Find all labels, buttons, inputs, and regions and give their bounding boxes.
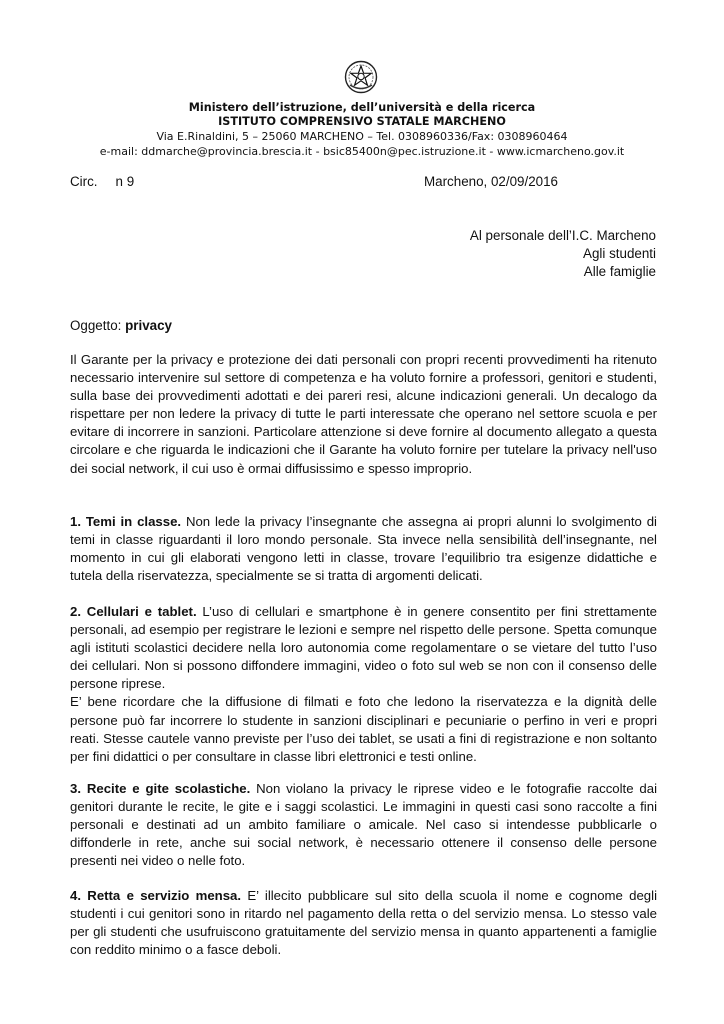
italian-republic-emblem-icon xyxy=(344,60,378,94)
circular-label: Circ. xyxy=(70,174,98,189)
subject-line xyxy=(70,318,172,333)
section-2 xyxy=(70,603,657,766)
circular-number xyxy=(70,174,134,189)
recipient-families: Alle famiglie xyxy=(583,264,656,279)
section-3-title: 3. Recite e gite scolastiche. xyxy=(70,781,251,796)
section-1 xyxy=(70,513,657,585)
section-4-title: 4. Retta e servizio mensa. xyxy=(70,888,242,903)
recipient-students: Agli studenti xyxy=(583,246,656,261)
section-1-title: 1. Temi in classe. xyxy=(70,514,182,529)
section-2-title: 2. Cellulari e tablet. xyxy=(70,604,197,619)
section-3 xyxy=(70,780,657,870)
section-2-text: L’uso di cellulari e smartphone è in genere consentito per fini strettamente personali, ad esempio per registrare le lezioni e sempre nel rispetto delle persone. Spetta comunque agli istituti scolastici decidere nella loro autonomia come regolamentare o se vietare del tutto l’uso dei cellulari. Non si possono diffondere immagini, video o foto sul web se non con il consenso delle persone riprese. xyxy=(70,604,657,692)
intro-paragraph: Il Garante per la privacy e protezione dei dati personali con propri recenti provvedimenti ha ritenuto necessario intervenire sul settore di competenza e ha voluto fornire a professori, genitori e studenti, sulla base dei provvedimenti adottati e dei pareri resi, alcune indicazioni generali. Un decalogo da rispettare per non ledere la privacy di tutte le parti interessate che operano nel settore scuola e per evitare di incorrere in sanzioni. Particolare attenzione si deve fornire al documento allegato a questa circolare e che riguarda le indicazioni che il Garante ha voluto fornire per tutelare la privacy nell'uso dei social network, il cui uso è ormai diffusissimo e spesso improprio. xyxy=(70,352,657,476)
school-address: Via E.Rinaldini, 5 – 25060 MARCHENO – Tel. 0308960336/Fax: 0308960464 xyxy=(156,130,568,143)
place-date: Marcheno, 02/09/2016 xyxy=(424,174,559,189)
subject-value: privacy xyxy=(125,318,172,333)
section-3-text: Non violano la privacy le riprese video e le fotografie raccolte dai genitori durante le recite, le gite e i saggi scolastici. Le immagini in questi casi sono raccolte a fini personali e destinati ad un ambito familiare o amicale. Nel caso si intendesse pubblicarle o diffonderle in rete, anche sui social network, è necessario ottenere il consenso delle persone presenti nei video o nelle foto. xyxy=(70,781,657,869)
section-4 xyxy=(70,887,657,959)
section-1-text: Non lede la privacy l’insegnante che assegna ai propri alunni lo svolgimento di temi in classe riguardanti il loro mondo personale. Sta invece nella sensibilità dell’insegnante, nel momento in cui gli elaborati vengono letti in classe, trovare l’equilibrio tra esigenze didattiche e tutela della riservatezza, specialmente se si tratta di argomenti delicati. xyxy=(70,514,657,584)
section-4-text: E’ illecito pubblicare sul sito della scuola il nome e cognome degli studenti i cui genitori sono in ritardo nel pagamento della retta o del servizio mensa. Lo stesso vale per gli studenti che usufruiscono gratuitamente del servizio mensa in quanto appartenenti a famiglie con reddito minimo o a fasce deboli. xyxy=(70,888,658,958)
school-contacts: e-mail: ddmarche@provincia.brescia.it - bsic85400n@pec.istruzione.it - www.icmarcheno.gov.it xyxy=(99,145,625,158)
section-2-second: E’ bene ricordare che la diffusione di filmati e foto che ledono la riservatezza e la dignità delle persone può far incorrere lo studente in sanzioni disciplinari e pecuniarie o perfino in veri e propri reati. Stesse cautele vanno previste per l’uso dei tablet, se usati a fini di registrazione e non soltanto per fini didattici o per consultare in classe libri elettronici e testi online. xyxy=(70,694,657,764)
ministry-name: Ministero dell’istruzione, dell’università e della ricerca xyxy=(188,101,536,114)
subject-label: Oggetto: xyxy=(70,318,126,333)
section-2-first xyxy=(70,603,657,693)
recipient-staff: Al personale dell’I.C. Marcheno xyxy=(469,228,656,243)
school-name: ISTITUTO COMPRENSIVO STATALE MARCHENO xyxy=(218,115,506,128)
circular-number-value: n 9 xyxy=(115,174,135,189)
